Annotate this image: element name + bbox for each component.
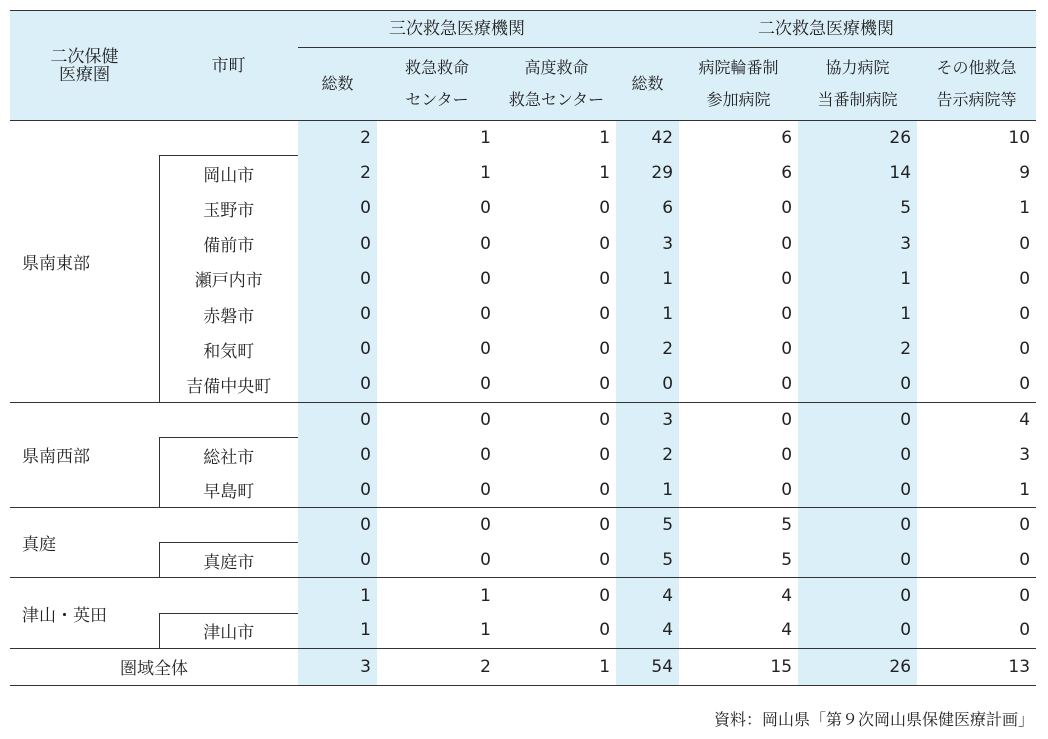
value-cell: 0: [679, 402, 798, 437]
city-name: 瀬戸内市: [159, 261, 298, 296]
city-name: 玉野市: [159, 191, 298, 226]
value-cell: 0: [599, 233, 611, 254]
value-cell: 0: [917, 578, 1036, 613]
value-cell: 0: [781, 444, 793, 465]
city-name: 吉備中央町: [159, 367, 298, 402]
value-cell: 4: [781, 620, 793, 641]
value-cell: 0: [798, 613, 917, 648]
value-cell: 1: [298, 578, 377, 613]
value-cell: 2: [616, 332, 679, 367]
value-cell: 0: [298, 402, 377, 437]
value-cell: 0: [599, 550, 611, 571]
source-note: 資料：岡山県「第９次岡山県保健医療計画」: [713, 710, 1034, 729]
city-name: 赤磐市: [159, 296, 298, 331]
value-cell: 0: [781, 339, 793, 360]
value-cell: 6: [679, 121, 798, 156]
value-cell: 0: [298, 437, 377, 472]
city-row: [10, 332, 1036, 367]
value-cell: 2: [798, 332, 917, 367]
value-cell: 0: [781, 233, 793, 254]
city-row: [10, 261, 1036, 296]
value-cell: 0: [917, 508, 1036, 543]
city-name: 備前市: [159, 226, 298, 261]
value-cell: 0: [480, 198, 491, 219]
header-city: 市町: [159, 11, 298, 121]
value-cell: 0: [599, 374, 611, 395]
value-cell: 1: [1019, 198, 1031, 219]
value-cell: 1: [798, 296, 917, 331]
value-cell: 0: [480, 339, 491, 360]
value-cell: 0: [1019, 233, 1031, 254]
header-row-groups: [10, 11, 1036, 48]
value-cell: 1: [497, 121, 616, 156]
value-cell: 1: [798, 261, 917, 296]
value-cell: 9: [1019, 163, 1031, 184]
city-row: [10, 226, 1036, 261]
value-cell: 0: [1019, 268, 1031, 289]
city-name: 和気町: [159, 332, 298, 367]
value-cell: 0: [599, 620, 611, 641]
value-cell: 0: [798, 578, 917, 613]
value-cell: 0: [298, 191, 377, 226]
value-cell: 0: [798, 472, 917, 507]
city-name: 早島町: [159, 472, 298, 507]
value-cell: 0: [599, 304, 611, 325]
value-cell: 0: [298, 332, 377, 367]
header-area: 二次保健 医療圏: [10, 11, 159, 121]
value-cell: 0: [798, 437, 917, 472]
value-cell: 0: [781, 374, 793, 395]
value-cell: 6: [616, 191, 679, 226]
city-row: [10, 367, 1036, 402]
value-cell: 5: [616, 543, 679, 578]
total-row: [10, 648, 1036, 685]
value-cell: 0: [497, 508, 616, 543]
region-name: 県南東部: [10, 121, 159, 403]
city-name: 岡山市: [159, 156, 298, 191]
region-row: [10, 508, 1036, 543]
value-cell: 1: [480, 620, 491, 641]
value-cell: 0: [1019, 339, 1031, 360]
value-cell: 3: [798, 226, 917, 261]
city-name: 総社市: [159, 437, 298, 472]
value-cell: 5: [616, 508, 679, 543]
value-cell: 0: [599, 198, 611, 219]
value-cell: 1: [298, 613, 377, 648]
value-cell: 3: [1019, 444, 1031, 465]
value-cell: 0: [1019, 620, 1031, 641]
value-cell: 0: [497, 402, 616, 437]
city-row: [10, 613, 1036, 648]
header-col-4: 病院輪番制 参加病院: [679, 48, 798, 121]
value-cell: 3: [616, 402, 679, 437]
region-row: [10, 402, 1036, 437]
total-label: 圏域全体: [10, 648, 298, 685]
value-cell: 3: [616, 226, 679, 261]
value-cell: 2: [616, 437, 679, 472]
value-cell: 42: [616, 121, 679, 156]
value-cell: 10: [917, 121, 1036, 156]
value-cell: 5: [679, 508, 798, 543]
region-city-blank: [159, 402, 298, 437]
value-cell: 29: [616, 156, 679, 191]
value-cell: 0: [497, 578, 616, 613]
region-name: 県南西部: [10, 402, 159, 508]
city-row: [10, 543, 1036, 578]
header-col-5: 協力病院 当番制病院: [798, 48, 917, 121]
value-cell: 1: [377, 578, 497, 613]
city-row: [10, 437, 1036, 472]
value-cell: 2: [298, 156, 377, 191]
emergency-facilities-table: [10, 10, 1036, 686]
value-cell: 0: [480, 444, 491, 465]
value-cell: 26: [798, 121, 917, 156]
value-cell: 0: [480, 268, 491, 289]
value-cell: 0: [599, 444, 611, 465]
city-row: [10, 191, 1036, 226]
value-cell: 0: [599, 268, 611, 289]
value-cell: 1: [616, 261, 679, 296]
value-cell: 26: [798, 648, 917, 685]
city-name: 真庭市: [159, 543, 298, 578]
region-city-blank: [159, 121, 298, 156]
city-row: [10, 156, 1036, 191]
value-cell: 1: [616, 296, 679, 331]
region-row: [10, 578, 1036, 613]
value-cell: 1: [377, 121, 497, 156]
value-cell: 0: [298, 543, 377, 578]
region-city-blank: [159, 578, 298, 613]
region-name: 真庭: [10, 508, 159, 578]
value-cell: 0: [1019, 304, 1031, 325]
header-col-0: 総数: [298, 48, 377, 121]
value-cell: 54: [616, 648, 679, 685]
value-cell: 0: [798, 367, 917, 402]
value-cell: 15: [679, 648, 798, 685]
header-tertiary-group: 三次救急医療機関: [298, 11, 616, 48]
header-col-1: 救急救命 センター: [377, 48, 497, 121]
value-cell: 1: [1019, 479, 1031, 500]
city-name: 津山市: [159, 613, 298, 648]
value-cell: 2: [298, 121, 377, 156]
value-cell: 5: [798, 191, 917, 226]
value-cell: 2: [377, 648, 497, 685]
value-cell: 1: [480, 163, 491, 184]
table-body: [10, 121, 1036, 686]
value-cell: 0: [298, 367, 377, 402]
value-cell: 0: [798, 402, 917, 437]
value-cell: 0: [599, 339, 611, 360]
value-cell: 1: [497, 648, 616, 685]
value-cell: 4: [917, 402, 1036, 437]
value-cell: 4: [679, 578, 798, 613]
value-cell: 0: [480, 479, 491, 500]
value-cell: 0: [480, 550, 491, 571]
value-cell: 0: [1019, 374, 1031, 395]
value-cell: 0: [781, 198, 793, 219]
value-cell: 0: [480, 374, 491, 395]
value-cell: 0: [798, 543, 917, 578]
value-cell: 0: [298, 226, 377, 261]
value-cell: 1: [616, 472, 679, 507]
city-row: [10, 296, 1036, 331]
value-cell: 4: [616, 613, 679, 648]
header-col-2: 高度救命 救急センター: [497, 48, 616, 121]
region-name: 津山・英田: [10, 578, 159, 648]
value-cell: 0: [1019, 550, 1031, 571]
header-secondary-group: 二次救急医療機関: [616, 11, 1036, 48]
value-cell: 13: [917, 648, 1036, 685]
region-city-blank: [159, 508, 298, 543]
value-cell: 0: [480, 233, 491, 254]
value-cell: 3: [298, 648, 377, 685]
value-cell: 0: [298, 261, 377, 296]
value-cell: 0: [616, 367, 679, 402]
value-cell: 0: [480, 304, 491, 325]
region-row: [10, 121, 1036, 156]
value-cell: 0: [298, 472, 377, 507]
value-cell: 0: [781, 268, 793, 289]
value-cell: 0: [377, 508, 497, 543]
value-cell: 0: [599, 479, 611, 500]
value-cell: 0: [781, 304, 793, 325]
table-header: [10, 11, 1036, 121]
header-col-3: 総数: [616, 48, 679, 121]
value-cell: 0: [298, 508, 377, 543]
value-cell: 6: [781, 163, 793, 184]
value-cell: 0: [798, 508, 917, 543]
value-cell: 0: [377, 402, 497, 437]
value-cell: 1: [599, 163, 611, 184]
value-cell: 0: [298, 296, 377, 331]
header-col-6: その他救急 告示病院等: [917, 48, 1036, 121]
value-cell: 14: [798, 156, 917, 191]
city-row: [10, 472, 1036, 507]
value-cell: 5: [781, 550, 793, 571]
value-cell: 0: [781, 479, 793, 500]
value-cell: 4: [616, 578, 679, 613]
